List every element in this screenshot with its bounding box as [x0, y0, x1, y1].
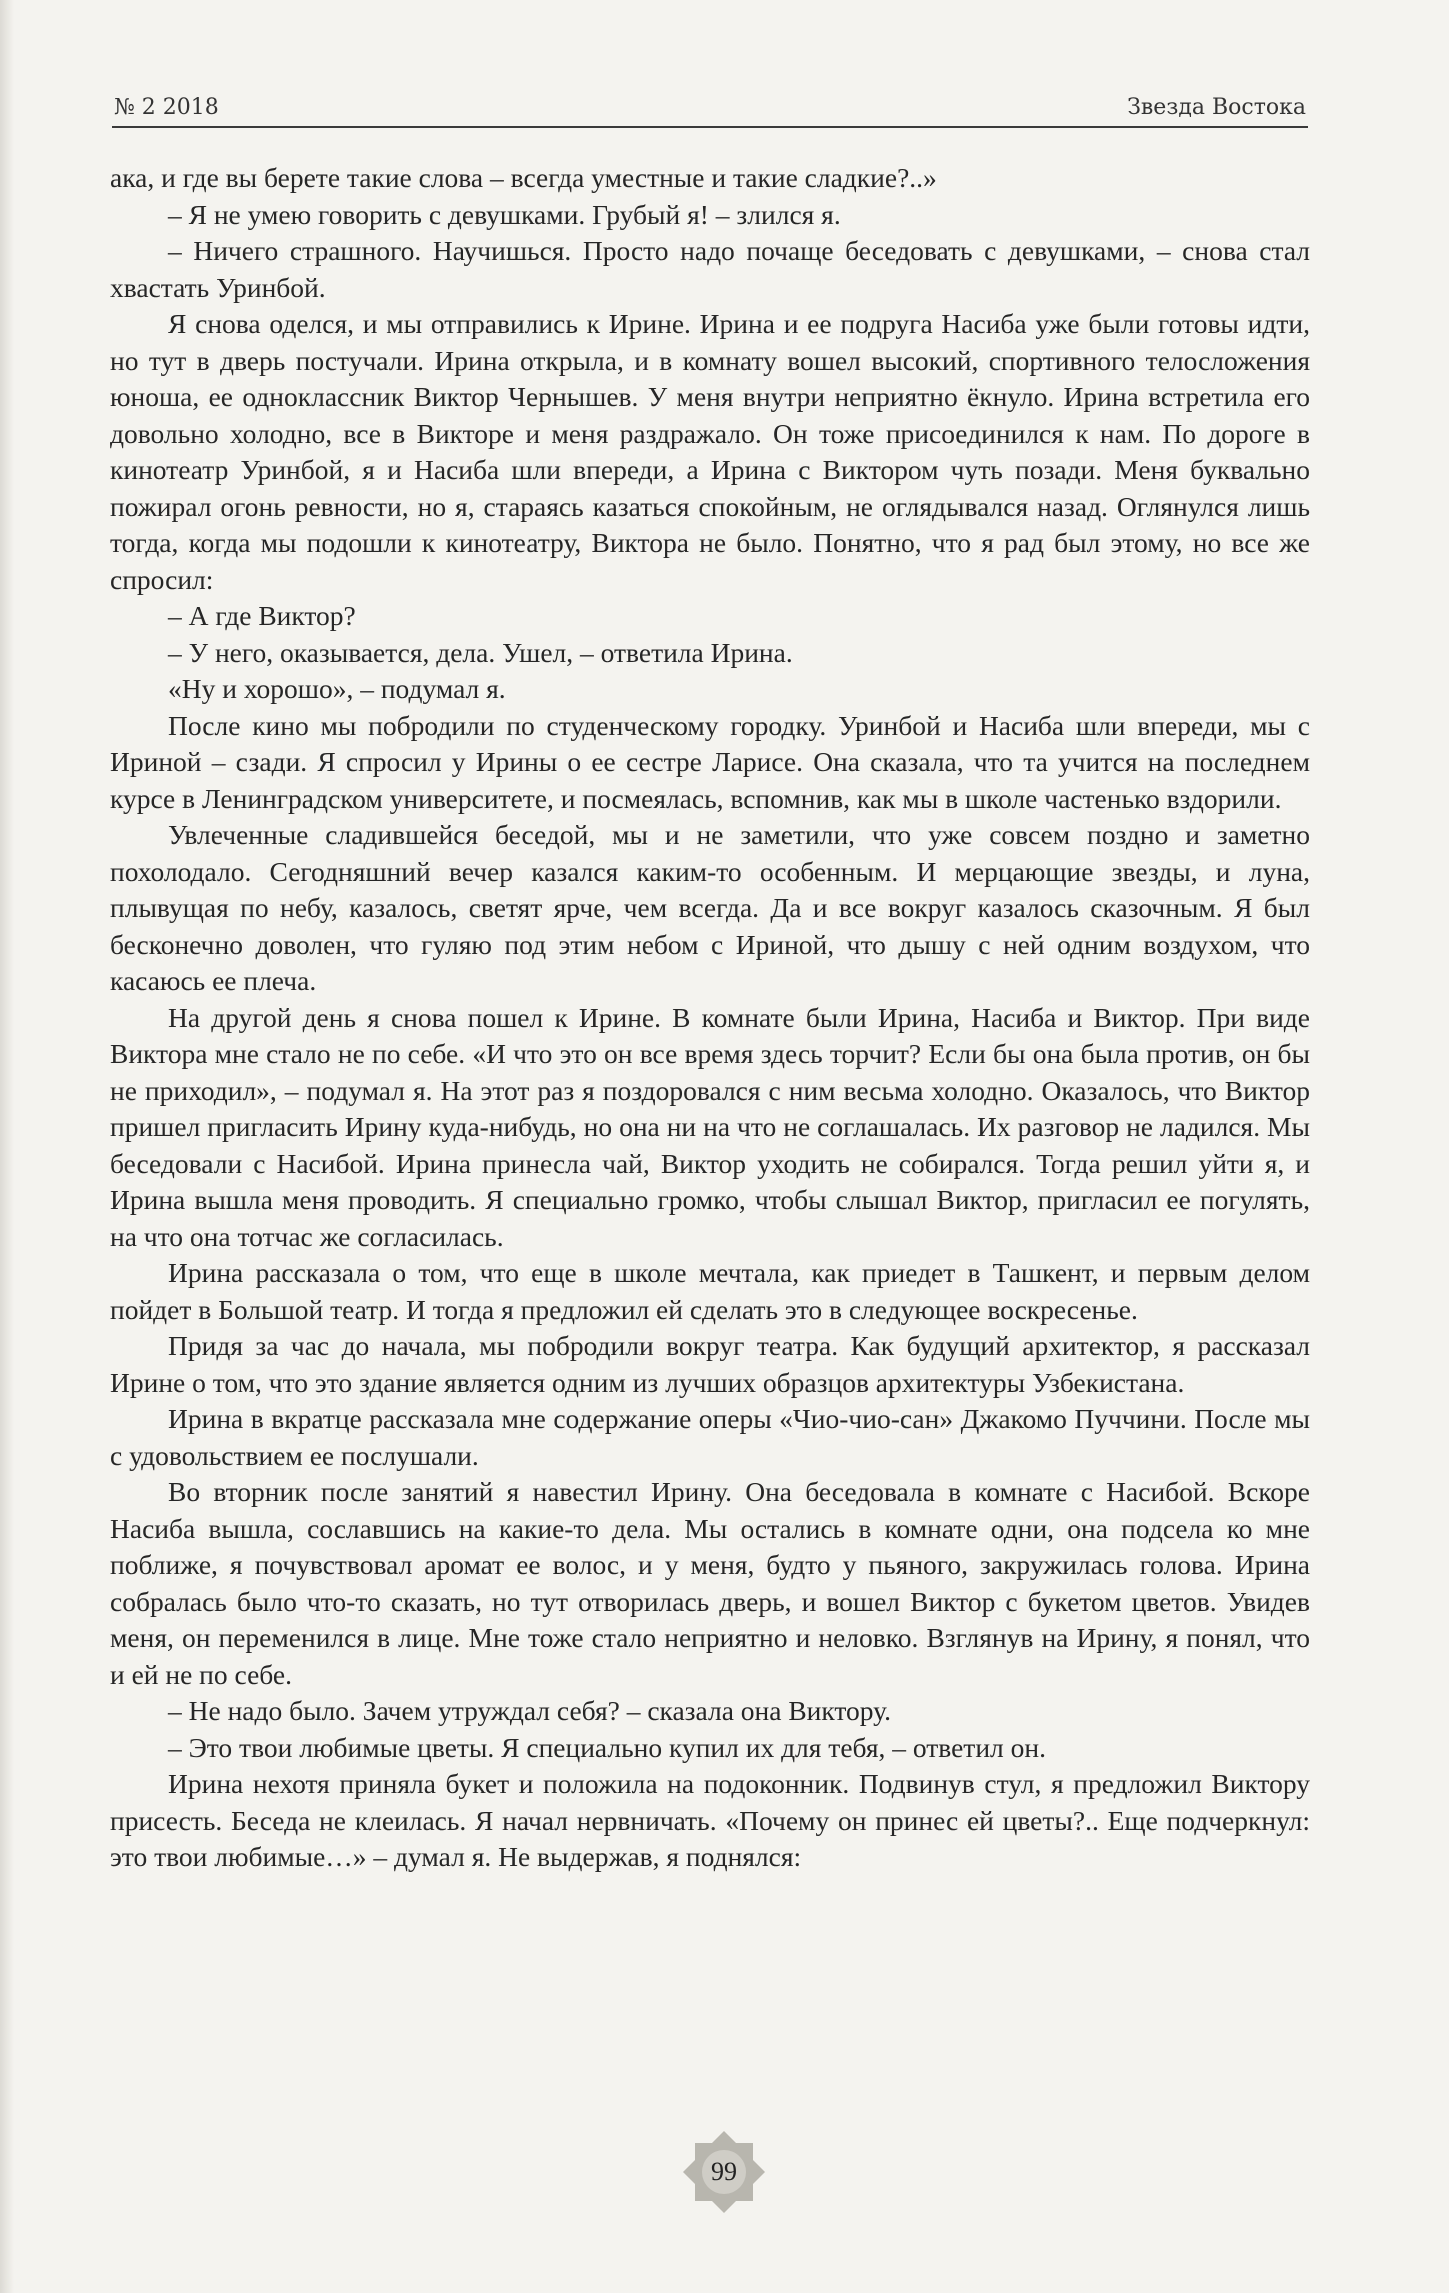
issue-number: № 2 2018: [114, 95, 219, 120]
body-text: [110, 160, 1310, 1876]
paragraph-11: Ирина рассказала о том, что еще в школе мечтала, как приедет в Ташкент, и первым делом пойдет в Большой театр. И тогда я предложил ей сделать это в следующее воскресенье.: [110, 1257, 1310, 1325]
paragraph-16: – Это твои любимые цветы. Я специально купил их для тебя, – ответил он.: [168, 1731, 1046, 1763]
paragraph-5: – А где Виктор?: [168, 600, 356, 631]
paragraph-4: Я снова оделся, и мы отправились к Ирине. Ирина и ее подруга Насиба уже были готовы идти, но тут в дверь постучали. Ирина открыла, и в комнату вошел высокий, спортивного телосложения юноша, ее одноклассник Виктор Чернышев. У меня внутри неприятно ёкнуло. Ирина встретила его довольно холодно, все в Викторе и меня раздражало. Он тоже присоединился к нам. По дороге в кинотеатр Уринбой, я и Насиба шли впереди, а Ирина с Виктором чуть позади. Меня буквально пожирал огонь ревности, но я, стараясь казаться спокойным, не оглядывался назад. Оглянулся лишь тогда, когда мы подошли к кинотеатру, Виктора не было. Понятно, что я рад был этому, но все же спросил:: [110, 308, 1310, 595]
paragraph-3: – Ничего страшного. Научишься. Просто надо почаще беседовать с девушками, – снова стал хвастать Уринбой.: [110, 235, 1310, 303]
paragraph-8: После кино мы побродили по студенческому городку. Уринбой и Насиба шли впереди, мы с Ириной – сзади. Я спросил у Ирины о ее сестре Ларисе. Она сказала, что та учится на последнем курсе в Ленинградском университете, и посмеялась, вспомнив, как мы в школе частенько вздорили.: [110, 709, 1310, 814]
running-header: [112, 88, 1308, 128]
paragraph-13: Ирина в вкратце рассказала мне содержание оперы «Чио-чио-сан» Джакомо Пуччини. После мы с удовольствием ее послушали.: [110, 1403, 1310, 1471]
paragraph-14: Во вторник после занятий я навестил Ирину. Она беседовала в комнате с Насибой. Вскоре Насиба вышла, сославшись на какие-то дела. Мы остались в комнате одни, она подсела ко мне поближе, я почувствовал аромат ее волос, и у меня, будто у пьяного, закружилась голова. Ирина собралась было что-то сказать, но тут отворилась дверь, и вошел Виктор с букетом цветов. Увидев меня, он переменился в лице. Мне тоже стало неприятно и неловко. Взглянув на Ирину, я понял, что и ей не по себе.: [110, 1476, 1310, 1690]
page-number-badge: [684, 2132, 764, 2212]
journal-title: Звезда Востока: [1127, 95, 1306, 120]
paragraph-2: – Я не умею говорить с девушками. Грубый я! – злился я.: [168, 198, 841, 230]
paragraph-1: ака, и где вы берете такие слова – всегда уместные и такие сладкие?..»: [110, 162, 937, 193]
paragraph-10: На другой день я снова пошел к Ирине. В комнате были Ирина, Насиба и Виктор. При виде Виктора мне стало не по себе. «И что это он все время здесь торчит? Если бы она была против, он бы не приходил», – подумал я. На этот раз я поздоровался с ним весьма холодно. Оказалось, что Виктор пришел пригласить Ирину куда-нибудь, но она ни на что не соглашалась. Их разговор не ладился. Мы беседовали с Насибой. Ирина принесла чай, Виктор уходить не собирался. Тогда решил уйти я, и Ирина вышла меня проводить. Я специально громко, чтобы слышал Виктор, пригласил ее погулять, на что она тотчас же согласилась.: [110, 1001, 1310, 1252]
paragraph-9: Увлеченные сладившейся беседой, мы и не заметили, что уже совсем поздно и заметно похолодало. Сегодняшний вечер казался каким-то особенным. И мерцающие звезды, и луна, плывущая по небу, казалось, светят ярче, чем всегда. Да и все вокруг казалось сказочным. Я был бесконечно доволен, что гуляю под этим небом с Ириной, что дышу с ней одним воздухом, что касаюсь ее плеча.: [110, 819, 1310, 996]
page-edge-shadow: [0, 0, 14, 2293]
page-number: 99: [711, 2157, 737, 2186]
paragraph-12: Придя за час до начала, мы побродили вокруг театра. Как будущий архитектор, я рассказал Ирине о том, что это здание является одним из лучших образцов архитектуры Узбекистана.: [110, 1330, 1310, 1398]
paragraph-15: – Не надо было. Зачем утруждал себя? – сказала она Виктору.: [168, 1695, 892, 1726]
paragraph-7: «Ну и хорошо», – подумал я.: [168, 673, 506, 704]
paragraph-17: Ирина нехотя приняла букет и положила на подоконник. Подвинув стул, я предложил Виктору присесть. Беседа не клеилась. Я начал нервничать. «Почему он принес ей цветы?.. Еще подчеркнул: это твои любимые…» – думал я. Не выдержав, я поднялся:: [110, 1768, 1310, 1872]
paragraph-6: – У него, оказывается, дела. Ушел, – ответила Ирина.: [168, 636, 793, 668]
